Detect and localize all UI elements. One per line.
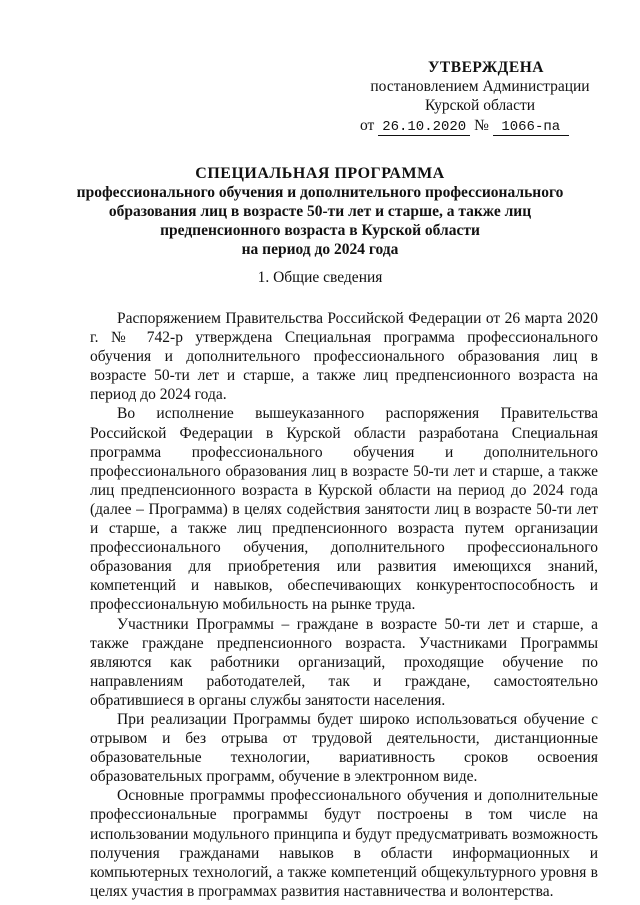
body-text [90,309,598,901]
paragraph: При реализации Программы будет широко использоваться обучение с отрывом и без отрыва от трудовой деятельности, дистанционные образовательные технологии, вариативность сроков освоения образовательных программ, обучение в электронном виде. [90,710,598,786]
approval-title: УТВЕРЖДЕНА [428,59,544,76]
paragraph: Основные программы профессионального обучения и дополнительные профессиональные программы будут построены в том числе на использовании модульного принципа и будут предусматривать возможность получения гражданами навыков в области информационных и компьютерных технологий, а также компетенций общекультурного уровня в целях участия в программах развития наставничества и волонтерства. [90,787,598,900]
approval-from-label: от [360,117,375,134]
approval-number: 1066-па [493,119,569,136]
approval-line-2: Курской области [424,97,536,114]
program-title: СПЕЦИАЛЬНАЯ ПРОГРАММА [195,165,445,182]
paragraph: Распоряжением Правительства Российской Федерации от 26 марта 2020 г. № 742-р утверждена Специальная программа профессионального обучения и дополнительного профессионального образования лиц в возрасте 50-ти лет и старше, а также лиц предпенсионного возраста на период до 2024 года. [90,310,598,404]
section-title: 1. Общие сведения [257,269,383,286]
approval-date: 26.10.2020 [378,119,470,136]
approval-block [360,58,600,136]
program-subtitle-line-3: предпенсионного возраста в Курской области [160,222,480,239]
approval-number-label: № [474,117,489,134]
program-heading [60,164,580,259]
approval-line-1: постановлением Администрации [370,78,590,95]
paragraph: Во исполнение вышеуказанного распоряжения Правительства Российской Федерации в Курской области разработана Специальная программа профессионального обучения и дополнительного профессионального образования лиц в возрасте 50-ти лет и старше, а также лиц предпенсионного возраста в Курской области на период до 2024 года (далее – Программа) в целях содействия занятости лиц в возрасте 50-ти лет и старше, а также лиц предпенсионного возраста путем организации профессионального обучения, дополнительного профессионального образования для приобретения или развития имеющихся знаний, компетенций и навыков, обеспечивающих конкурентоспособность и профессиональную мобильность на рынке труда. [90,405,598,614]
paragraph: Участники Программы – граждане в возрасте 50-ти лет и старше, а также граждане предпенсионного возраста. Участниками Программы являются как работники организаций, проходящие обучение по направлениям работодателей, так и граждане, самостоятельно обратившиеся в органы службы занятости населения. [90,615,598,709]
approval-sign-row [360,116,600,136]
program-subtitle-line-1: профессионального обучения и дополнительного профессионального [76,184,564,201]
program-subtitle-line-2: образования лиц в возрасте 50-ти лет и старше, а также лиц [108,203,532,220]
program-subtitle-line-4: на период до 2024 года [241,241,399,258]
